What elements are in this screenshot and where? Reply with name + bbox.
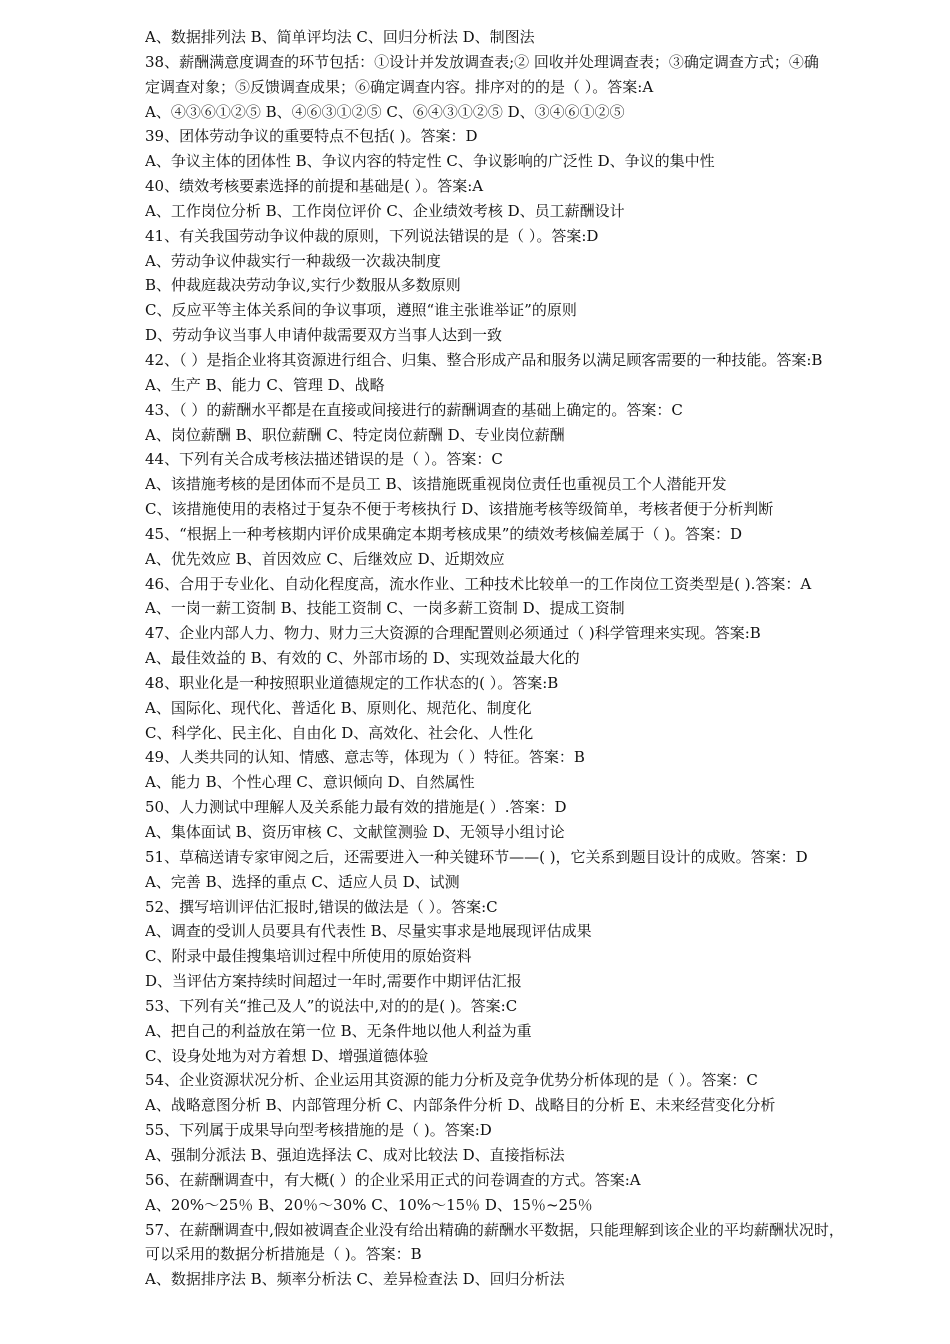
text-line: 38、薪酬满意度调查的环节包括：①设计并发放调查表;② 回收并处理调查表；③确定调查方式；④确 (145, 52, 819, 71)
text-line: 53、下列有关“推己及人”的说法中,对的的是( )。答案:C (145, 996, 518, 1015)
text-line: C、该措施使用的表格过于复杂不便于考核执行 D、该措施考核等级简单，考核者便于分析判断 (145, 500, 774, 519)
text-line: 40、绩效考核要素选择的前提和基础是( ）。答案:A (145, 177, 484, 196)
text-line: D、当评估方案持续时间超过一年时,需要作中期评估汇报 (145, 972, 522, 991)
text-line: A、最佳效益的 B、有效的 C、外部市场的 D、实现效益最大化的 (145, 649, 580, 668)
text-line: A、④③⑥①②⑤ B、④⑥③①②⑤ C、⑥④③①②⑤ D、③④⑥①②⑤ (145, 102, 625, 121)
text-line: A、一岗一薪工资制 B、技能工资制 C、一岗多薪工资制 D、提成工资制 (145, 599, 625, 618)
text-line: 可以采用的数据分析措施是（ )。答案：B (145, 1245, 422, 1264)
text-line: A、集体面试 B、资历审核 C、文献筐测验 D、无领导小组讨论 (145, 823, 565, 841)
text-line: 47、企业内部人力、物力、财力三大资源的合理配置则必须通过（ )科学管理来实现。答案:B (145, 624, 761, 643)
text-line: 42、（ ）是指企业将其资源进行组合、归集、整合形成产品和服务以满足顾客需要的一种技能。答案:B (145, 350, 823, 369)
text-line: C、反应平等主体关系间的争议事项，遵照“谁主张谁举证”的原则 (145, 301, 577, 320)
text-line: A、数据排序法 B、频率分析法 C、差异检查法 D、回归分析法 (145, 1270, 565, 1289)
text-line: 54、企业资源状况分析、企业运用其资源的能力分析及竞争优势分析体现的是（ ）。答案：C (145, 1071, 758, 1090)
text-line: 56、在薪酬调查中，有大概( ）的企业采用正式的问卷调查的方式。答案:A (145, 1170, 641, 1189)
text-line: B、仲裁庭裁决劳动争议,实行少数服从多数原则 (145, 276, 461, 295)
text-line: A、优先效应 B、首因效应 C、后继效应 D、近期效应 (145, 549, 505, 568)
text-line: D、劳动争议当事人申请仲裁需要双方当事人达到一致 (145, 326, 503, 345)
text-line: 46、合用于专业化、自动化程度高，流水作业、工种技术比较单一的工作岗位工资类型是( ).答案：A (145, 574, 812, 593)
text-line: 41、有关我国劳动争议仲裁的原则，下列说法错误的是（ ）。答案:D (145, 226, 599, 245)
text-line: A、该措施考核的是团体而不是员工 B、该措施既重视岗位责任也重视员工个人潜能开发 (145, 475, 727, 494)
text-line: 39、团体劳动争议的重要特点不包括( )。答案：D (145, 127, 478, 146)
text-line: 定调查对象；⑤反馈调查成果；⑥确定调查内容。排序对的的是（ ）。答案:A (145, 77, 654, 96)
text-line: 51、草稿送请专家审阅之后，还需要进入一种关键环节——( )，它关系到题目设计的成败。答案：D (145, 847, 808, 866)
text-line: A、国际化、现代化、普适化 B、原则化、规范化、制度化 (145, 698, 532, 717)
text-line: A、战略意图分析 B、内部管理分析 C、内部条件分析 D、战略目的分析 E、未来经营变化分析 (145, 1096, 776, 1115)
text-line: A、工作岗位分析 B、工作岗位评价 C、企业绩效考核 D、员工薪酬设计 (145, 201, 625, 220)
document-body (145, 25, 915, 1292)
text-line: 55、下列属于成果导向型考核措施的是（ )。答案:D (145, 1121, 492, 1140)
text-line: A、调查的受训人员要具有代表性 B、尽量实事求是地展现评估成果 (145, 922, 592, 941)
text-line: A、20%～25％ B、20％～30% C、10%～15％ D、15％~25％ (145, 1195, 593, 1214)
text-line: A、劳动争议仲裁实行一种裁级一次裁决制度 (145, 251, 441, 270)
text-line: C、设身处地为对方着想 D、增强道德体验 (145, 1046, 429, 1065)
text-line: 45、“根据上一种考核期内评价成果确定本期考核成果”的绩效考核偏差属于（ )。答案：D (145, 524, 743, 543)
text-line: A、把自己的利益放在第一位 B、无条件地以他人利益为重 (145, 1021, 532, 1040)
text-line: 52、撰写培训评估汇报时,错误的做法是（ ）。答案:C (145, 897, 498, 916)
text-line: C、科学化、民主化、自由化 D、高效化、社会化、人性化 (145, 723, 534, 742)
text-line: 50、人力测试中理解人及关系能力最有效的措施是( ）.答案：D (145, 798, 567, 817)
text-line: A、生产 B、能力 C、管理 D、战略 (145, 375, 385, 394)
text-line: A、强制分派法 B、强迫选择法 C、成对比较法 D、直接指标法 (145, 1145, 565, 1164)
text-line: A、能力 B、个性心理 C、意识倾向 D、自然属性 (145, 773, 475, 792)
text-line: A、数据排列法 B、简单评均法 C、回归分析法 D、制图法 (145, 28, 535, 46)
text-line: 44、下列有关合成考核法描述错误的是（ ）。答案：C (145, 450, 503, 469)
text-line: A、争议主体的团体性 B、争议内容的特定性 C、争议影响的广泛性 D、争议的集中性 (145, 152, 715, 171)
text-line: 43、（ ）的薪酬水平都是在直接或间接进行的薪酬调查的基础上确定的。答案：C (145, 400, 683, 419)
text-line: A、岗位薪酬 B、职位薪酬 C、特定岗位薪酬 D、专业岗位薪酬 (145, 425, 565, 444)
text-line: 49、人类共同的认知、情感、意志等，体现为（ ）特征。答案：B (145, 748, 585, 767)
text-line: A、完善 B、选择的重点 C、适应人员 D、试测 (145, 872, 460, 891)
text-line: 57、在薪酬调查中,假如被调查企业没有给出精确的薪酬水平数据，只能理解到该企业的平均薪酬状况时， (145, 1220, 844, 1239)
text-line: C、附录中最佳搜集培训过程中所使用的原始资料 (145, 947, 472, 966)
text-line: 48、职业化是一种按照职业道德规定的工作状态的( ）。答案:B (145, 673, 559, 692)
